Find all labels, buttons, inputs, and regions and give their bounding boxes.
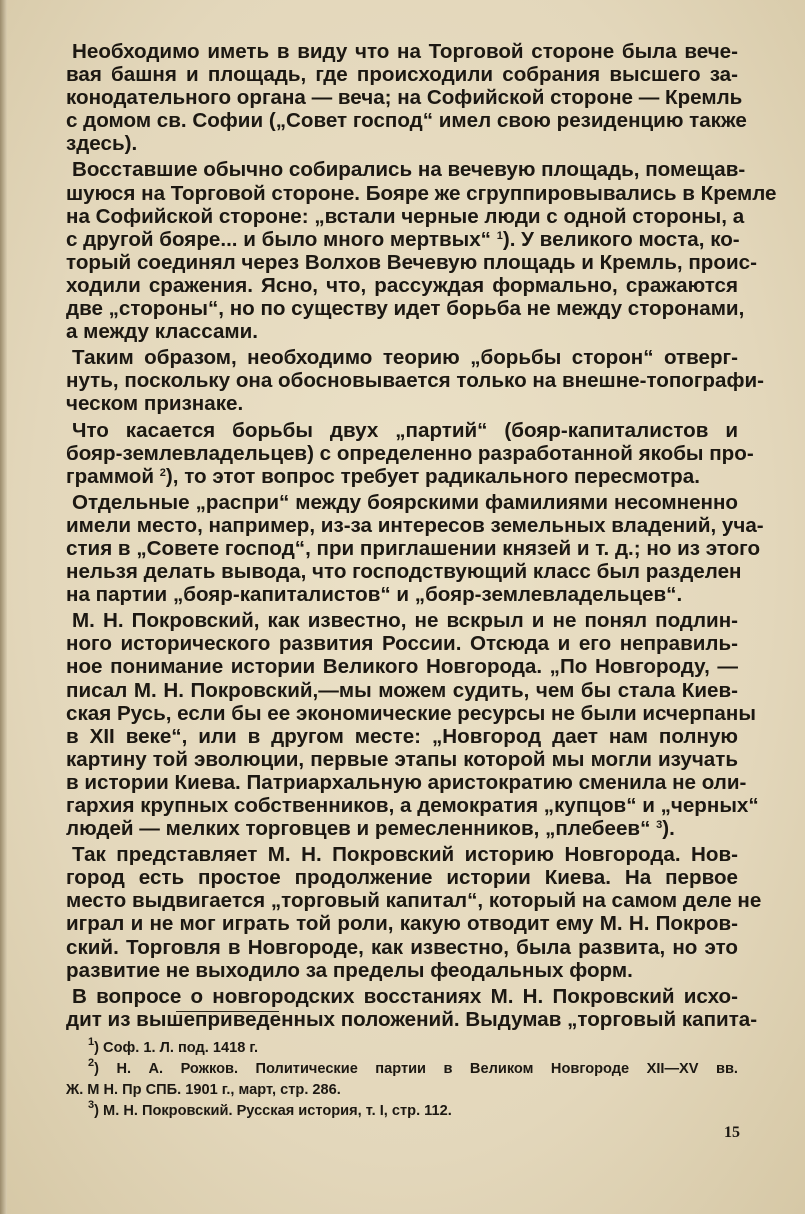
footnote-2: $^2$) Н. А. Рожков. Политические партии в Великом Новгороде XII—XV вв. [88, 1057, 738, 1077]
footnotes [66, 1038, 738, 1122]
footnote-3: $^3$) М. Н. Покровский. Русская история, т. I, стр. 112. [88, 1099, 452, 1119]
footnote-text: Соф. 1. Л. под. 1418 г. [103, 1040, 259, 1056]
footnote-text: М. Н. Покровский. Русская история, т. I, стр. 112. [103, 1103, 452, 1119]
paragraph-8 [66, 984, 758, 1031]
text-line: картину той эволюции, первые этапы которой мы могли изучать [66, 747, 738, 771]
paragraph-6 [66, 609, 759, 841]
paragraph-5 [66, 490, 764, 607]
text-line: ного исторического развития России. Отсюда и его неправиль- [66, 632, 738, 656]
text-line: дит из вышеприведенных положений. Выдумав „торговый капита- [66, 1007, 758, 1031]
text-line: ский. Торговля в Новгороде, как известно, была развита, но это [66, 935, 738, 959]
main-text [66, 40, 777, 1034]
text-line: с домом св. Софии („Совет господ“ имел свою резиденцию также [66, 109, 747, 133]
text-segment: граммой [66, 464, 155, 488]
text-line: на Софийской стороне: „встали черные люди с одной стороны, а [66, 204, 745, 228]
text-line: бояр-землевладельцев) с определенно разработанной якобы про- [66, 441, 754, 465]
text-line: Так представляет М. Н. Покровский историю Новгорода. Нов- [72, 843, 738, 867]
text-segment: ), то этот вопрос требует радикального пересмотра. [165, 464, 700, 488]
text-line: гархия крупных собственников, а демократия „купцов“ и „черных“ [66, 794, 759, 817]
text-line: а между классами. [66, 320, 259, 344]
text-line: шуюся на Торговой стороне. Бояре же сгруппировывались в Кремле [66, 181, 777, 205]
text-line: Таким образом, необходимо теорию „борьбы сторон“ отверг- [72, 346, 738, 370]
text-line: нуть, поскольку она обосновывается только на внешне-топографи- [66, 369, 765, 393]
text-line [66, 228, 738, 251]
footnote-ref-1: 1 [496, 229, 503, 242]
text-line: город есть простое продолжение истории Киева. На первое [66, 866, 738, 890]
text-line: ходили сражения. Ясно, что, рассуждая формально, сражаются [66, 273, 738, 297]
text-line [66, 817, 738, 840]
footnote-mark: 3 [88, 1099, 95, 1111]
text-segment: ). У великого моста, ко- [502, 227, 740, 251]
text-line: в истории Киева. Патриархальную аристократию сменила не оли- [66, 770, 747, 794]
text-line: вая башня и площадь, где происходили собрания высшего за- [66, 63, 738, 87]
footnote-ref-2: 2 [159, 466, 166, 479]
page-number: 15 [724, 1124, 740, 1141]
text-line: на партии „бояр-капиталистов“ и „бояр-землевладельцев“. [66, 583, 683, 607]
text-line: играл и не мог играть той роли, какую отводит ему М. Н. Покров- [66, 912, 738, 936]
text-line: имели место, например, из-за интересов земельных владений, уча- [66, 513, 764, 537]
text-line: торый соединял через Волхов Вечевую площадь и Кремль, проис- [66, 250, 757, 274]
footnote-mark: 2 [88, 1057, 95, 1069]
text-line: ческом признаке. [66, 392, 244, 416]
text-line: писал М. Н. Покровский,—мы можем судить, чем бы стала Киев- [66, 678, 738, 702]
text-line: развитие не выходило за пределы феодальных форм. [66, 958, 633, 982]
text-line: две „стороны“, но по существу идет борьба не между сторонами, [66, 297, 745, 321]
page-spine-shadow [0, 0, 7, 1214]
text-line: Что касается борьбы двух „партий“ (бояр-капиталистов и [72, 418, 738, 442]
text-line: в XII веке“, или в другом месте: „Новгород дает нам полную [66, 724, 738, 748]
footnote-text: Н. А. Рожков. Политические партии в Великом Новгороде XII—XV вв. [116, 1061, 738, 1077]
paragraph-4 [66, 418, 754, 488]
paragraph-7 [66, 843, 762, 982]
paragraph-3 [66, 346, 765, 416]
text-line: стия в „Совете господ“, при приглашении князей и т. д.; но из этого [66, 536, 761, 560]
text-segment: с другой бояре... и было много мертвых“ [66, 227, 491, 251]
text-line: конодательного органа — веча; на Софийской стороне — Кремль [66, 86, 743, 110]
text-line: Необходимо иметь в виду что на Торговой стороне была вече- [72, 40, 738, 63]
footnote-1: $^1$) Соф. 1. Л. под. 1418 г. [88, 1036, 259, 1056]
footnote-divider [176, 1011, 279, 1012]
text-line [66, 465, 738, 488]
text-line: место выдвигается „торговый капитал“, который на самом деле не [66, 889, 762, 913]
text-line: ное понимание истории Великого Новгорода. „По Новгороду, — [66, 655, 738, 679]
text-line: нельзя делать вывода, что господствующий класс был разделен [66, 560, 742, 584]
paragraph-1 [66, 40, 747, 156]
text-segment: людей — мелких торговцев и ремесленников, „плебеев“ [66, 817, 651, 841]
footnote-mark: 1 [88, 1036, 95, 1048]
footnote-2-continuation: Ж. М Н. Пр СПБ. 1901 г., март, стр. 286. [66, 1082, 341, 1098]
text-line: ская Русь, если бы ее экономические ресурсы не были исчерпаны [66, 701, 756, 725]
text-line: В вопросе о новгородских восстаниях М. Н. Покровский исхо- [72, 984, 738, 1008]
paragraph-2 [66, 158, 777, 344]
text-line: здесь). [66, 132, 138, 156]
text-line: М. Н. Покровский, как известно, не вскрыл и не понял подлин- [72, 609, 738, 633]
text-line: Восставшие обычно собирались на вечевую площадь, помещав- [72, 158, 746, 182]
text-line: Отдельные „распри“ между боярскими фамилиями несомненно [72, 490, 738, 514]
text-segment: ). [662, 817, 675, 841]
footnote-ref-3: 3 [656, 819, 663, 832]
